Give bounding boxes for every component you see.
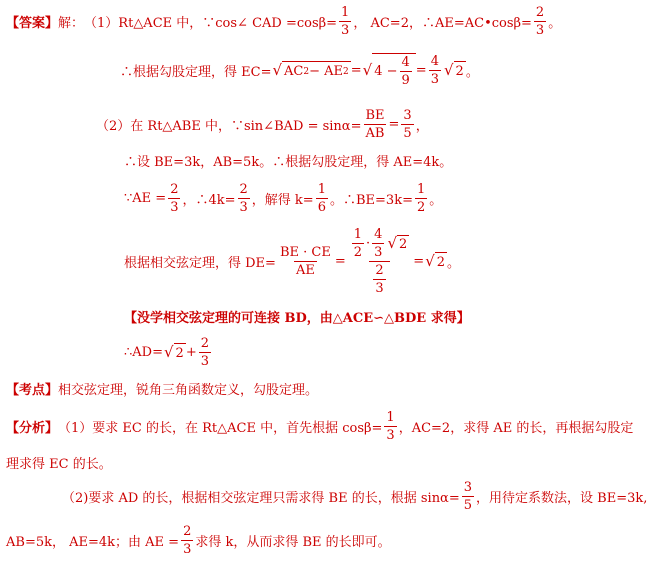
denominator: 3 <box>170 199 179 215</box>
text-segment: 。 <box>548 15 562 31</box>
text-segment: ∴设 BE=3k，AB=5k。∴根据勾股定理，得 AE=4k。 <box>124 154 453 170</box>
denominator: AE <box>295 262 315 278</box>
denominator: 3 <box>535 22 545 38</box>
numerator: 4 <box>374 226 383 242</box>
note-text: 【没学相交弦定理的可连接 BD，由△ACE∽△BDE 求得】 <box>124 310 470 326</box>
fraction <box>462 481 474 512</box>
numerator: 3 <box>463 479 473 495</box>
answer-line-2 <box>120 50 479 90</box>
fraction <box>352 228 364 259</box>
sqrt-expression <box>272 61 350 79</box>
fraction <box>278 246 333 277</box>
text-segment: 。∴BE=3k= <box>329 192 413 208</box>
equals-sign: = <box>388 116 400 132</box>
numerator: 2 <box>239 181 248 197</box>
fraction <box>401 109 413 140</box>
analysis-line-2 <box>6 452 112 472</box>
text-segment: 根据相交弦定理，得 DE= <box>124 255 276 271</box>
compound-denominator <box>369 261 389 295</box>
answer-note <box>124 306 470 326</box>
text-segment: ，∴4k= <box>182 192 236 208</box>
text-segment: AB=5k， AE=4k；由 AE = <box>6 534 180 550</box>
numerator: 4 <box>401 55 410 70</box>
analysis-tag: 【分析】 <box>6 420 59 436</box>
equals-sign: = <box>415 62 427 78</box>
sqrt-expression <box>363 53 416 87</box>
exponent: 2 <box>303 66 310 77</box>
text-segment: ，用待定系数法，设 BE=3k, <box>476 490 648 506</box>
sqrt-expression <box>387 235 409 251</box>
radical-sign: √ <box>163 342 174 361</box>
numerator: 1 <box>386 409 395 425</box>
numerator: 4 <box>430 53 439 69</box>
radical-sign: √ <box>362 60 373 79</box>
text-segment: ，解得 k= <box>251 192 314 208</box>
numerator: 2 <box>375 262 384 278</box>
sqrt-expression <box>425 252 447 270</box>
numerator: 1 <box>341 4 350 20</box>
denominator: 3 <box>183 541 192 557</box>
answer-line-1 <box>6 6 561 36</box>
solve-label: 解： <box>58 15 85 31</box>
exponent: 2 <box>343 66 349 77</box>
sqrt-expression <box>164 343 186 361</box>
radicand: 2 <box>454 61 466 79</box>
text-segment: ， <box>415 118 429 134</box>
denominator: 3 <box>374 244 383 260</box>
compound-fraction <box>348 228 412 295</box>
answer-line-3 <box>96 104 429 144</box>
fraction <box>168 183 180 214</box>
key-points <box>6 378 318 398</box>
text-segment: ∴AD= <box>124 344 163 360</box>
fraction <box>429 55 441 86</box>
denominator: 3 <box>375 280 384 296</box>
sqrt-expression <box>444 61 466 79</box>
text-segment: 理求得 EC 的长。 <box>6 456 112 472</box>
radical-sign: √ <box>387 233 398 252</box>
denominator: 3 <box>386 427 395 443</box>
denominator: 9 <box>401 73 410 88</box>
equals-sign: = <box>350 62 362 78</box>
numerator: 2 <box>200 335 210 351</box>
radicand: 2 <box>174 343 186 361</box>
analysis-line-1 <box>6 408 633 444</box>
text-segment: 4 − <box>374 64 398 79</box>
fraction <box>199 337 211 368</box>
radicand <box>282 61 351 79</box>
answer-ad <box>124 334 213 370</box>
denominator: 6 <box>317 199 326 215</box>
text-segment: 。 <box>429 192 443 208</box>
radical-sign: √ <box>272 60 283 79</box>
answer-line-4 <box>124 150 452 170</box>
numerator: 1 <box>416 181 426 197</box>
fraction <box>415 183 427 214</box>
fraction <box>373 264 385 295</box>
answer-line-6 <box>124 226 460 296</box>
denominator: 3 <box>341 22 350 38</box>
dot-operator: · <box>366 235 371 251</box>
numerator: BE <box>365 107 385 123</box>
radical-sign: √ <box>425 251 435 270</box>
analysis-line-3 <box>62 478 647 514</box>
text-segment: （2）在 Rt△ABE 中，∵sin∠BAD = sinα= <box>96 118 362 134</box>
radicand: 2 <box>435 252 447 270</box>
plus-sign: + <box>185 344 197 360</box>
denominator: 2 <box>416 199 426 215</box>
text-segment: AC <box>284 64 304 79</box>
radicand: 2 <box>399 237 408 252</box>
denominator: 5 <box>403 125 412 141</box>
denominator: 2 <box>353 244 363 260</box>
fraction <box>534 6 546 37</box>
text-segment: （1）Rt△ACE 中，∵cos∠ CAD =cosβ= <box>84 15 338 31</box>
radical-sign: √ <box>443 60 454 79</box>
equals-sign: = <box>413 253 425 269</box>
text-segment: （1）要求 EC 的长，在 Rt△ACE 中，首先根据 cosβ= <box>58 420 383 436</box>
fraction <box>238 183 250 214</box>
key-points-text: 相交弦定理，锐角三角函数定义，勾股定理。 <box>58 382 319 398</box>
text-segment: ， AC=2，∴AE=AC•cosβ= <box>353 15 532 31</box>
text-segment: ∴根据勾股定理，得 EC= <box>120 64 272 80</box>
key-points-tag: 【考点】 <box>6 382 59 398</box>
numerator: 2 <box>183 523 192 539</box>
denominator: 3 <box>239 199 248 215</box>
fraction <box>372 228 384 259</box>
text-segment: 。 <box>447 255 461 271</box>
fraction <box>363 109 386 140</box>
text-segment: 。 <box>465 64 479 80</box>
text-segment: ，AC=2，求得 AE 的长，再根据勾股定 <box>398 420 634 436</box>
radicand <box>372 53 416 87</box>
fraction <box>400 56 412 87</box>
text-segment: （2)要求 AD 的长，根据相交弦定理只需求得 BE 的长，根据 sinα= <box>62 490 460 506</box>
numerator: 1 <box>317 181 326 197</box>
numerator: BE · CE <box>279 244 331 260</box>
denominator: 3 <box>430 71 439 87</box>
text-segment: − AE <box>309 64 344 79</box>
equals-sign: = <box>334 253 346 269</box>
fraction <box>316 183 328 214</box>
text-segment: 求得 k，从而求得 BE 的长即可。 <box>195 534 391 550</box>
fraction <box>339 6 351 37</box>
answer-line-5 <box>124 178 442 218</box>
compound-numerator <box>348 228 412 261</box>
numerator: 2 <box>170 181 179 197</box>
numerator: 3 <box>403 107 412 123</box>
denominator: 3 <box>200 353 210 369</box>
fraction <box>181 525 193 556</box>
answer-tag: 【答案】 <box>6 15 59 31</box>
fraction <box>384 411 396 442</box>
text-segment: ∵AE = <box>124 190 167 206</box>
numerator: 1 <box>353 226 363 242</box>
denominator: AB <box>365 125 385 141</box>
denominator: 5 <box>463 497 473 513</box>
numerator: 2 <box>535 4 545 20</box>
analysis-line-4 <box>6 522 391 558</box>
